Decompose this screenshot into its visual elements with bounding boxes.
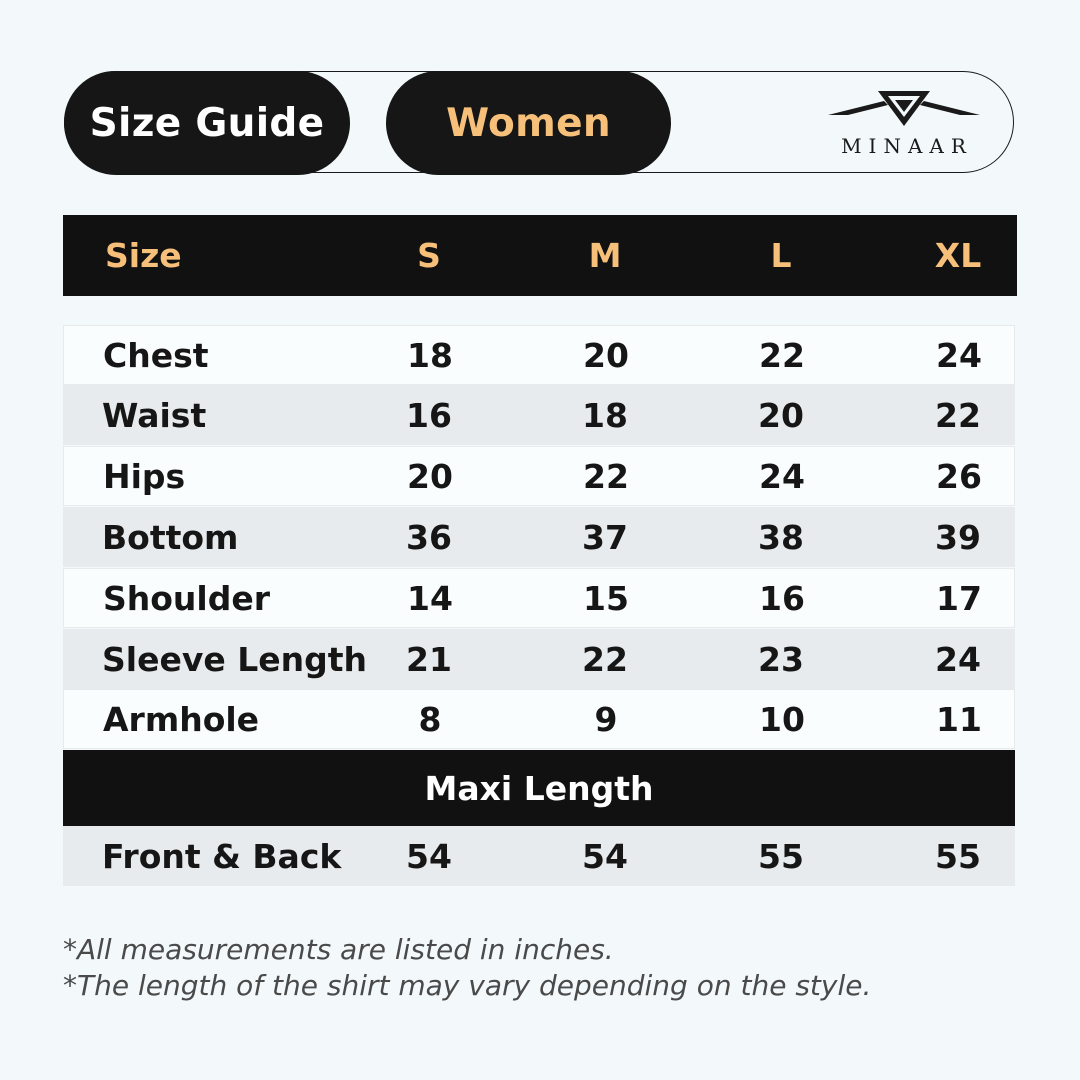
table-cell: 20 [583, 335, 629, 375]
table-cell: 55 [935, 836, 981, 876]
table-cell: 36 [406, 517, 452, 557]
table-row [63, 568, 1015, 628]
category-badge: Women [386, 71, 671, 175]
table-cell: 20 [758, 395, 804, 435]
section-header-maxi-length: Maxi Length [63, 750, 1015, 826]
brand-name: MINAAR [841, 134, 973, 158]
row-label: Chest [103, 335, 209, 375]
size-header-l: L [770, 236, 792, 275]
table-cell: 9 [594, 699, 618, 739]
footnote: *The length of the shirt may vary depending on the style. [63, 969, 872, 1002]
footnotes [63, 932, 1023, 1004]
table-cell: 11 [936, 699, 982, 739]
row-label: Front & Back [102, 836, 342, 876]
table-cell: 23 [758, 639, 804, 679]
table-cell: 54 [406, 836, 452, 876]
table-cell: 16 [759, 578, 805, 618]
table-cell: 8 [418, 699, 442, 739]
size-header-m: M [588, 236, 622, 275]
size-header-xl: XL [934, 236, 982, 275]
table-cell: 38 [758, 517, 804, 557]
table-cell: 20 [407, 456, 453, 496]
table-cell: 54 [582, 836, 628, 876]
row-label: Waist [102, 395, 207, 435]
table-row [63, 629, 1015, 689]
table-row [63, 689, 1015, 749]
table-cell: 55 [758, 836, 804, 876]
chevron-logo-icon [826, 88, 982, 128]
table-row [63, 446, 1015, 506]
table-cell: 16 [406, 395, 452, 435]
table-cell: 22 [935, 395, 981, 435]
table-cell: 22 [583, 456, 629, 496]
table-cell: 22 [582, 639, 628, 679]
table-header [63, 215, 1017, 296]
table-cell: 39 [935, 517, 981, 557]
brand-logo [826, 88, 982, 160]
table-cell: 18 [582, 395, 628, 435]
header-label: Size [105, 236, 182, 275]
row-label: Sleeve Length [102, 639, 368, 679]
table-cell: 10 [759, 699, 805, 739]
table-cell: 24 [759, 456, 805, 496]
table-cell: 22 [759, 335, 805, 375]
table-row [63, 385, 1015, 445]
table-cell: 37 [582, 517, 628, 557]
row-label: Hips [103, 456, 186, 496]
table-row [63, 507, 1015, 567]
row-label: Armhole [103, 699, 260, 739]
row-label: Shoulder [103, 578, 271, 618]
size-guide-title: Size Guide [64, 71, 350, 175]
table-cell: 26 [936, 456, 982, 496]
table-cell: 15 [583, 578, 629, 618]
table-cell: 17 [936, 578, 982, 618]
table-cell: 24 [936, 335, 982, 375]
table-row [63, 826, 1015, 886]
size-header-s: S [417, 236, 441, 275]
table-row [63, 325, 1015, 385]
row-label: Bottom [102, 517, 239, 557]
footnote: *All measurements are listed in inches. [63, 933, 614, 966]
table-cell: 21 [406, 639, 452, 679]
table-cell: 14 [407, 578, 453, 618]
table-cell: 24 [935, 639, 981, 679]
table-cell: 18 [407, 335, 453, 375]
